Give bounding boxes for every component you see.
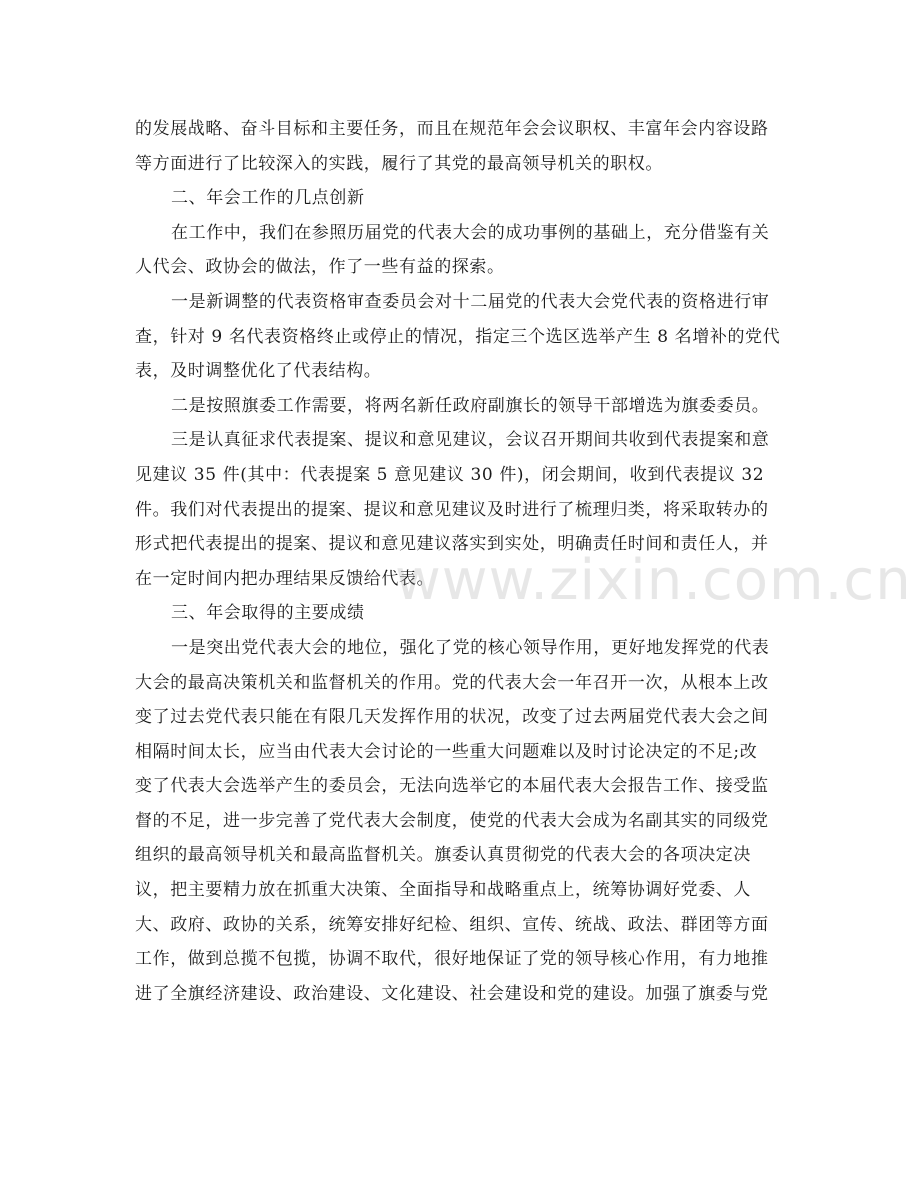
text-line: 查，针对 9 名代表资格终止或停止的情况，指定三个选区选举产生 8 名增补的党代 [135, 326, 781, 347]
text-line: 见建议 35 件(其中：代表提案 5 意见建议 30 件)，闭会期间，收到代表提议 32 [135, 464, 765, 485]
document-body [135, 112, 785, 1011]
text-line: 督的不足，进一步完善了党代表大会制度，使党的代表大会成为名副其实的同级党 [135, 810, 769, 831]
text-line: 形式把代表提出的提案、提议和意见建议落实到实处，明确责任时间和责任人，并 [135, 534, 769, 555]
text-line: 组织的最高领导机关和最高监督机关。旗委认真贯彻党的代表大会的各项决定决 [135, 845, 751, 866]
text-line: 表，及时调整优化了代表结构。 [135, 361, 382, 382]
text-line: 工作，做到总揽不包揽，协调不取代，很好地保证了党的领导核心作用，有力地推 [135, 949, 769, 970]
text-line: 一是突出党代表大会的地位，强化了党的核心领导作用，更好地发挥党的代表 [171, 637, 770, 658]
text-line: 件。我们对代表提出的提案、提议和意见建议及时进行了梳理归类，将采取转办的 [135, 499, 769, 520]
text-line: 人代会、政协会的做法，作了一些有益的探索。 [135, 257, 505, 278]
text-line: 一是新调整的代表资格审查委员会对十二届党的代表大会党代表的资格进行审 [171, 291, 770, 312]
text-line: 等方面进行了比较深入的实践，履行了其党的最高领导机关的职权。 [135, 153, 663, 174]
text-line: 议，把主要精力放在抓重大决策、全面指导和战略重点上，统筹协调好党委、人 [135, 880, 751, 901]
text-line: 二是按照旗委工作需要，将两名新任政府副旗长的领导干部增选为旗委委员。 [171, 395, 770, 416]
text-line: 三是认真征求代表提案、提议和意见建议，会议召开期间共收到代表提案和意 [171, 430, 770, 451]
text-line: 的发展战略、奋斗目标和主要任务，而且在规范年会会议职权、丰富年会内容设路 [135, 119, 769, 139]
text-line: 变了代表大会选举产生的委员会，无法向选举它的本届代表大会报告工作、接受监 [135, 776, 769, 797]
text-line: 在工作中，我们在参照历届党的代表大会的成功事例的基础上，充分借鉴有关 [171, 222, 770, 243]
watermark: www.zixin.com.cn [395, 548, 912, 613]
text-line: 在一定时间内把办理结果反馈给代表。 [135, 568, 435, 589]
text-line: 变了过去党代表只能在有限几天发挥作用的状况，改变了过去两届党代表大会之间 [135, 707, 769, 728]
section-heading: 二、年会工作的几点创新 [171, 188, 365, 209]
text-line: 相隔时间太长，应当由代表大会讨论的一些重大问题难以及时讨论决定的不足;改 [135, 741, 758, 762]
text-line: 大、政府、政协的关系，统筹安排好纪检、组织、宣传、统战、政法、群团等方面 [135, 914, 769, 935]
text-line: 进了全旗经济建设、政治建设、文化建设、社会建设和党的建设。加强了旗委与党 [135, 983, 769, 1004]
section-heading: 三、年会取得的主要成绩 [171, 603, 365, 624]
text-line: 大会的最高决策机关和监督机关的作用。党的代表大会一年召开一次，从根本上改 [135, 672, 769, 693]
